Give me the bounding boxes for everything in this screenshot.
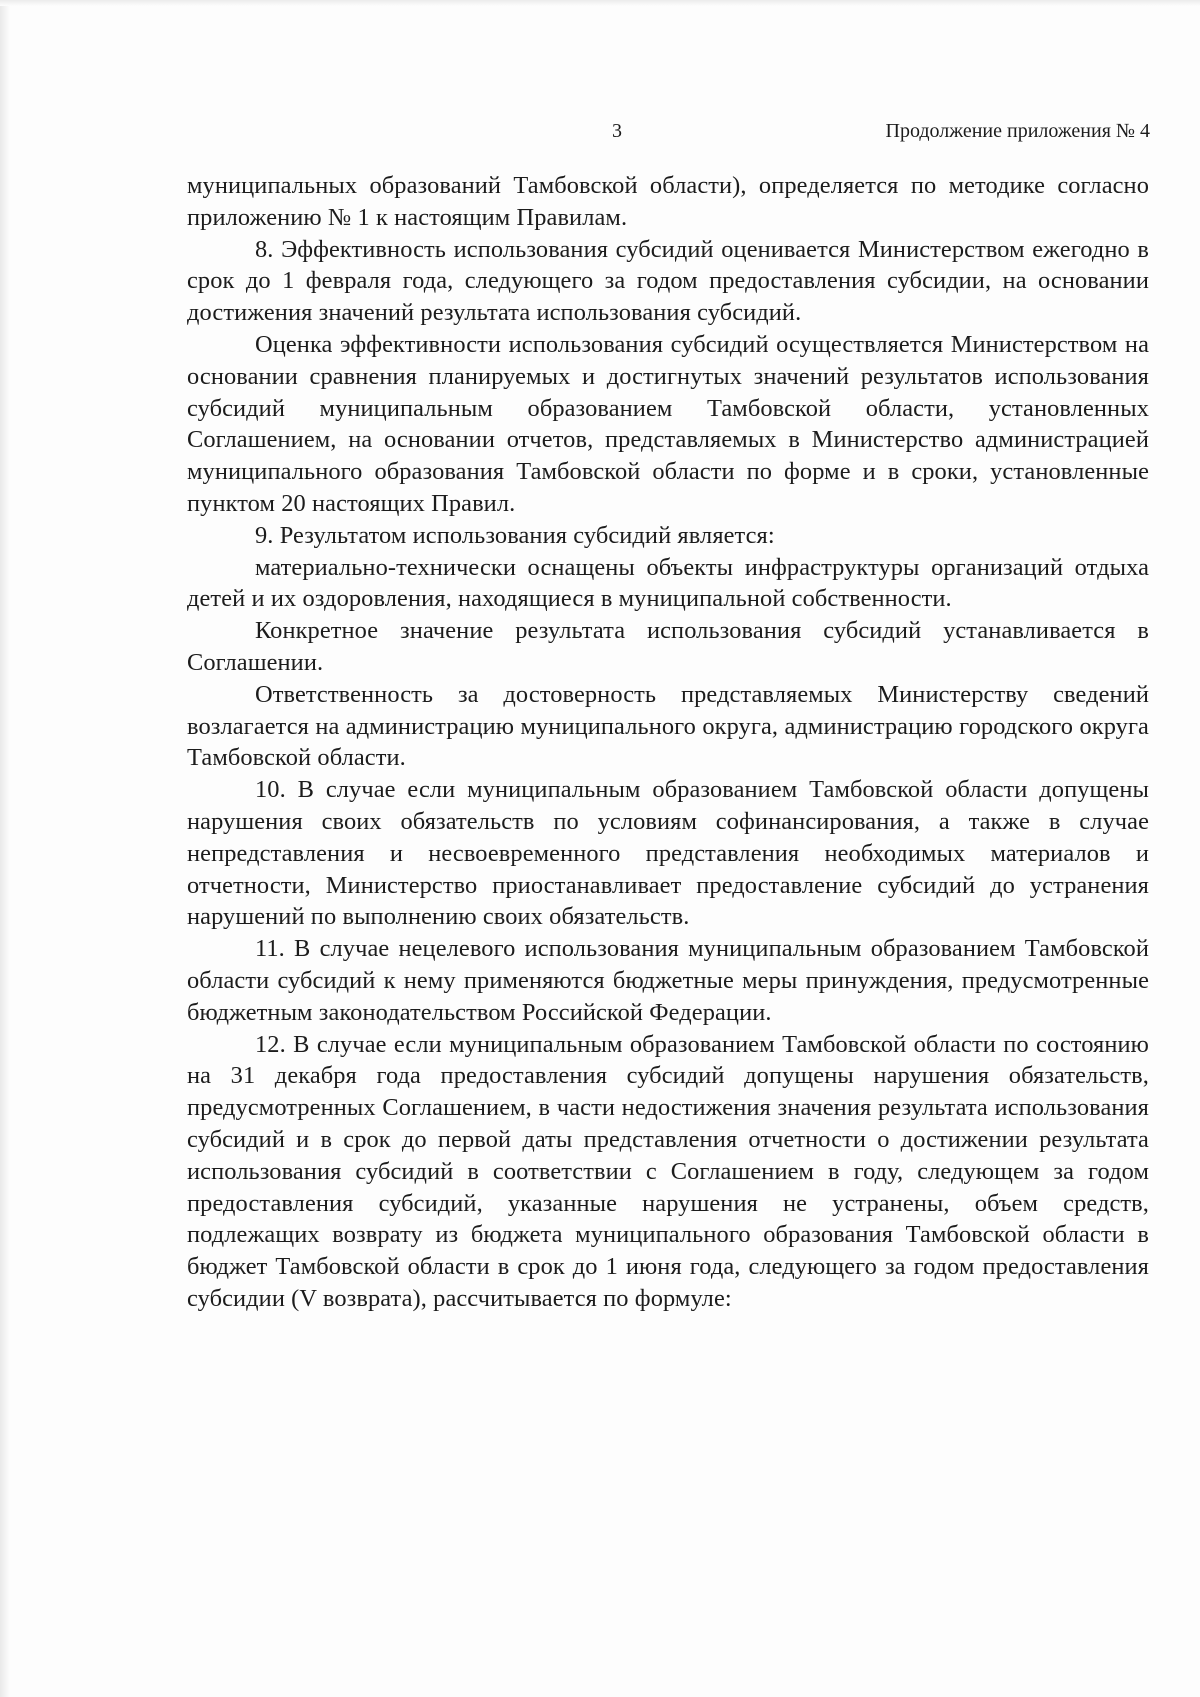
page-number: 3 [612,120,622,142]
paragraph-continuation: муниципальных образований Тамбовской области), определяется по методике согласно приложению № 1 к настоящим Правилам. [187,172,1149,231]
paragraph-result: материально-технически оснащены объекты инфраструктуры организаций отдыха детей и их оздоровления, находящиеся в муниципальной собственности. [187,553,1149,613]
appendix-continuation-label: Продолжение приложения № 4 [885,120,1150,142]
paragraph-responsibility: Ответственность за достоверность представляемых Министерству сведений возлагается на администрацию муниципального округа, администрацию городского округа Тамбовской области. [187,680,1149,772]
scan-shadow-left [0,0,10,1697]
scan-shadow-top [0,0,1200,6]
paragraph-item-10: 10. В случае если муниципальным образованием Тамбовской области допущены нарушения своих обязательств по условиям софинансирования, а также в случае непредставления и несвоевременного представления необходимых материалов и отчетности, Министерство приостанавливает предоставление субсидий до устранения нарушений по выполнению своих обязательств. [187,776,1149,931]
page-header [0,120,1200,150]
paragraph-evaluation: Оценка эффективности использования субсидий осуществляется Министерством на основании сравнения планируемых и достигнутых значений результатов использования субсидий муниципальным образованием Тамбовской области, установленных Соглашением, на основании отчетов, представляемых в Министерство администрацией муниципального образования Тамбовской области по форме и в сроки, установленные пунктом 20 настоящих Правил. [187,330,1149,517]
document-body [187,170,1149,1315]
paragraph-item-8: 8. Эффективность использования субсидий оценивается Министерством ежегодно в срок до 1 февраля года, следующего за годом предоставления субсидии, на основании достижения значений результата использования субсидий. [187,235,1149,327]
paragraph-item-11: 11. В случае нецелевого использования муниципальным образованием Тамбовской области субсидий к нему применяются бюджетные меры принуждения, предусмотренные бюджетным законодательством Российской Федерации. [187,935,1149,1026]
paragraph-item-12: 12. В случае если муниципальным образованием Тамбовской области по состоянию на 31 декабря года предоставления субсидий допущены нарушения обязательств, предусмотренных Соглашением, в части недостижения значения результата использования субсидий и в срок до первой даты представления отчетности о достижении результата использования субсидий в соответствии с Соглашением в году, следующем за годом предоставления субсидий, указанные нарушения не устранены, объем средств, подлежащих возврату из бюджета муниципального образования Тамбовской области в бюджет Тамбовской области в срок до 1 июня года, следующего за годом предоставления субсидии (V возврата), рассчитывается по формуле: [187,1030,1149,1312]
paragraph-item-9: 9. Результатом использования субсидий является: [255,521,775,549]
paragraph-specific-value: Конкретное значение результата использования субсидий устанавливается в Соглашении. [187,617,1149,676]
